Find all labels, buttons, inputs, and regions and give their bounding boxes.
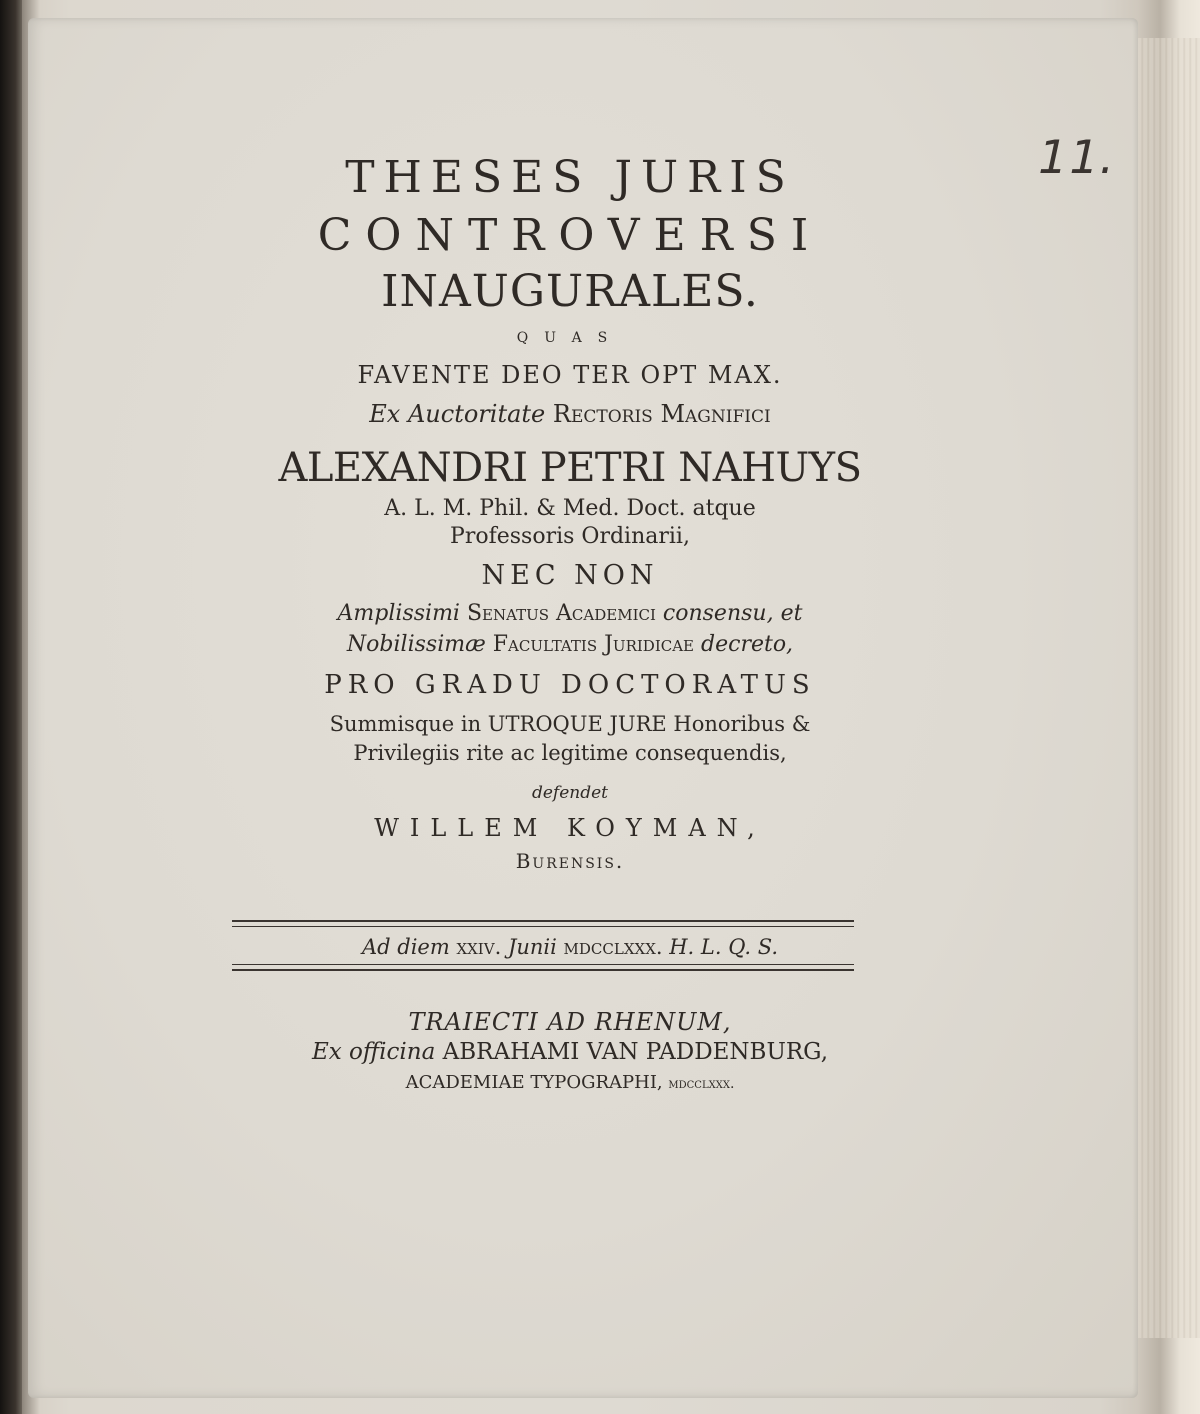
date-a: Ad diem [361, 935, 450, 959]
imprint-typographer: ACADEMIAE TYPOGRAPHI, [405, 1072, 663, 1093]
manuscript-folio-mark: 11. [1032, 130, 1123, 184]
author-name: WILLEM KOYMAN, [374, 814, 766, 842]
quas-line: QUAS [516, 330, 624, 346]
defendet-line: defendet [531, 783, 609, 803]
pro-gradu-line: PRO GRADU DOCTORATUS [324, 670, 816, 700]
rector-title: Professoris Ordinarii, [450, 524, 690, 549]
bottom-rule-thin [232, 964, 854, 965]
senatus-b: Senatus Academici [466, 601, 656, 626]
imprint-printer-line [230, 1039, 910, 1065]
page-stack-edge [1138, 38, 1200, 1338]
top-rule-thin [232, 926, 854, 927]
senatus-a: Amplissimi [337, 601, 460, 626]
senatus-line [230, 601, 910, 626]
rector-label: Rectoris Magnifici [552, 400, 771, 428]
nec-non-line: NEC NON [481, 560, 659, 591]
imprint-officina: Ex officina [311, 1039, 436, 1065]
date-e: H. L. Q. S. [669, 935, 779, 959]
binding-edge [0, 0, 22, 1414]
date-line [230, 935, 910, 959]
date-b: xxiv. [456, 935, 502, 959]
imprint-city: TRAIECTI AD RHENUM, [408, 1008, 732, 1036]
title-line-3: INAUGURALES. [381, 266, 759, 317]
imprint-year: mdcclxxx. [668, 1076, 735, 1092]
top-rule [232, 920, 854, 922]
title-line-1: THESES JURIS [345, 152, 795, 203]
facultas-a: Nobilissimæ [346, 632, 486, 657]
imprint-printer: ABRAHAMI VAN PADDENBURG, [442, 1039, 829, 1065]
rector-degrees: A. L. M. Phil. & Med. Doct. atque [384, 496, 756, 521]
bottom-rule [232, 969, 854, 971]
title-line-2: CONTROVERSI [317, 210, 823, 261]
date-c: Junii [507, 935, 557, 959]
auctoritate-italic: Ex Auctoritate [369, 400, 546, 428]
senatus-c: consensu, et [662, 601, 803, 626]
privilegiis-line: Privilegiis rite ac legitime consequendis, [353, 741, 787, 765]
facultas-line [230, 632, 910, 657]
auctoritate-line [230, 400, 910, 428]
summisque-line: Summisque in UTROQUE JURE Honoribus & [329, 712, 811, 736]
imprint-typographer-line [230, 1072, 910, 1093]
favente-line: FAVENTE DEO TER OPT MAX. [357, 361, 783, 389]
author-origin: Burensis. [515, 849, 625, 873]
rector-name: ALEXANDRI PETRI NAHUYS [278, 445, 862, 491]
date-d: mdcclxxx. [563, 935, 663, 959]
facultas-b: Facultatis Juridicae [492, 632, 695, 657]
facultas-c: decreto, [701, 632, 794, 657]
